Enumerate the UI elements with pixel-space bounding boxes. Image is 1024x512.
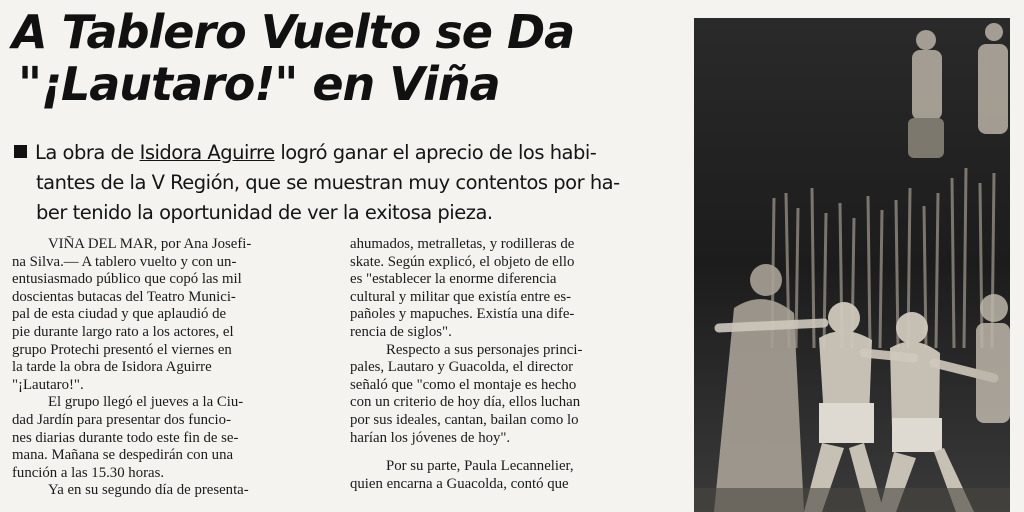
column2-line: harían los jóvenes de hoy". bbox=[350, 429, 511, 446]
column1-line: entusiasmado público que copó las mil bbox=[12, 271, 242, 288]
column2-line: señaló que "como el montaje es hecho bbox=[350, 376, 577, 393]
column2-line: ahumados, metralletas, y rodilleras de bbox=[350, 236, 575, 252]
column2-line: quien encarna a Guacolda, contó que bbox=[350, 475, 569, 492]
stage-photo-graphic bbox=[694, 18, 1010, 512]
column1-line: la tarde la obra de Isidora Aguirre bbox=[12, 359, 212, 376]
column1-line: VIÑA DEL MAR, por Ana Josefi- bbox=[48, 236, 252, 252]
column1-line: función a las 15.30 horas. bbox=[12, 464, 165, 481]
headline-line-2: "¡Lautaro!" en Viña bbox=[18, 57, 500, 111]
column2-line: con un criterio de hoy día, ellos luchan bbox=[350, 394, 581, 411]
column2-line: Por su parte, Paula Lecannelier, bbox=[386, 458, 574, 475]
deck-author-name: Isidora Aguirre bbox=[139, 141, 275, 164]
headline-line-1: A Tablero Vuelto se Da bbox=[12, 5, 575, 59]
column1-line: Ya en su segundo día de presenta- bbox=[48, 482, 249, 499]
deck-line-2: tantes de la V Región, que se muestran muy contentos por ha- bbox=[36, 171, 620, 194]
column1-line: pie durante largo rato a los actores, el bbox=[12, 323, 234, 340]
column2-line: skate. Según explicó, el objeto de ello bbox=[350, 253, 575, 270]
column1-line: doscientas butacas del Teatro Munici- bbox=[12, 288, 236, 305]
stage-photo bbox=[694, 18, 1010, 512]
column1-line: pal de esta ciudad y que aplaudió de bbox=[12, 306, 227, 323]
column2-line: pales, Lautaro y Guacolda, el director bbox=[350, 359, 574, 376]
article-column-1 bbox=[12, 236, 334, 500]
deck-line-1 bbox=[14, 138, 676, 168]
column1-line: na Silva.— A tablero vuelto y con un- bbox=[12, 253, 237, 270]
column2-line: Respecto a sus personajes princi- bbox=[386, 341, 583, 358]
column1-line: nes diarias durante todo este fin de se- bbox=[12, 429, 239, 446]
column2-line: rencia de siglos". bbox=[350, 323, 452, 340]
article-column-2 bbox=[350, 236, 672, 493]
column1-line: El grupo llegó el jueves a la Ciu- bbox=[48, 394, 244, 411]
headline bbox=[12, 6, 682, 110]
column2-line: pañoles y mapuches. Existía una dife- bbox=[350, 306, 575, 323]
deck-line-3: ber tenido la oportunidad de ver la exitosa pieza. bbox=[36, 201, 493, 224]
deck-subheadline bbox=[14, 138, 676, 228]
column2-line: cultural y militar que existía entre es- bbox=[350, 288, 572, 305]
column1-line: mana. Mañana se despedirán con una bbox=[12, 447, 234, 464]
column2-line: por sus ideales, cantan, bailan como lo bbox=[350, 411, 579, 428]
column1-line: dad Jardín para presentar dos funcio- bbox=[12, 411, 231, 428]
column1-line: grupo Protechi presentó el viernes en bbox=[12, 341, 232, 358]
column2-line: es "establecer la enorme diferencia bbox=[350, 271, 557, 288]
column1-line: "¡Lautaro!". bbox=[12, 376, 84, 393]
deck-line-1-post: logró ganar el aprecio de los habi- bbox=[274, 141, 597, 164]
deck-line-1-pre: La obra de bbox=[35, 141, 140, 164]
bullet-square-icon bbox=[14, 145, 27, 158]
